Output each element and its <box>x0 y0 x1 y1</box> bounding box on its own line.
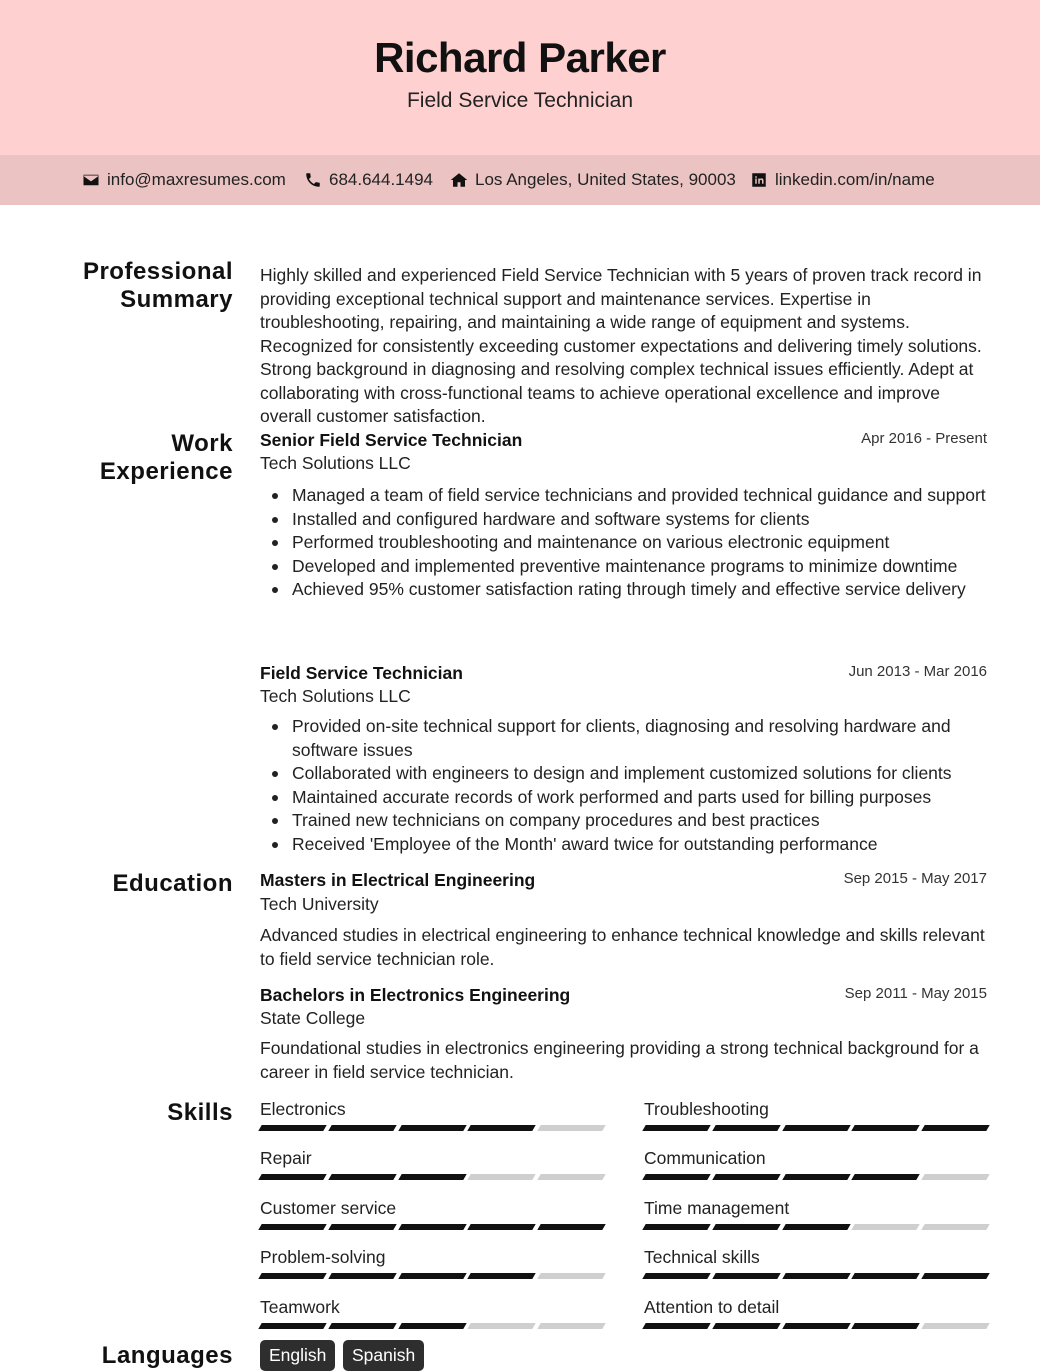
contact-linkedin[interactable] <box>750 169 935 191</box>
skill-level-bar <box>260 1323 604 1329</box>
skill-level-segment <box>398 1273 466 1279</box>
contact-email[interactable] <box>82 169 286 191</box>
skill-name: Teamwork <box>260 1297 340 1317</box>
skill-level-segment <box>642 1273 710 1279</box>
skill-name: Time management <box>644 1198 790 1218</box>
skill-item <box>260 1247 604 1292</box>
skill-level-segment <box>642 1323 710 1329</box>
skill-level-segment <box>258 1174 326 1180</box>
degree-school: Tech University <box>260 894 379 914</box>
degree-dates: Sep 2011 - May 2015 <box>844 985 987 1002</box>
contact-email-text: info@maxresumes.com <box>107 170 286 189</box>
skill-item <box>644 1198 988 1243</box>
job-title: Senior Field Service Technician <box>260 430 523 450</box>
summary-text: Highly skilled and experienced Field Service Technician with 5 years of proven track record in providing exceptional technical support and maintenance services. Expertise in troubleshooting, repairing, and maintaining a wide range of equipment and systems. Recognized for consistently exceeding customer expectations and delivering timely solutions. Strong background in diagnosing and resolving complex technical issues efficiently. Adept at collaborating with cross-functional teams to achieve operational excellence and improve overall customer satisfaction. <box>260 265 982 426</box>
degree-school: State College <box>260 1008 366 1028</box>
skill-level-segment <box>852 1273 920 1279</box>
list-item: Managed a team of field service technicians and provided technical guidance and support <box>260 484 988 508</box>
skill-level-segment <box>468 1224 536 1230</box>
skill-level-segment <box>712 1224 780 1230</box>
skill-level-segment <box>852 1125 920 1131</box>
language-badge: English <box>260 1340 335 1371</box>
skill-level-segment <box>328 1224 396 1230</box>
resume-header <box>0 0 1040 155</box>
skill-level-segment <box>712 1125 780 1131</box>
contact-phone-text: 684.644.1494 <box>329 170 433 189</box>
job-dates: Jun 2013 - Mar 2016 <box>848 663 987 680</box>
contact-bar <box>0 155 1040 205</box>
list-item: Installed and configured hardware and software systems for clients <box>260 508 988 532</box>
job-company: Tech Solutions LLC <box>260 453 411 473</box>
skill-level-segment <box>852 1224 920 1230</box>
skill-level-segment <box>258 1273 326 1279</box>
skill-name: Problem-solving <box>260 1247 386 1267</box>
skill-level-segment <box>642 1174 710 1180</box>
skill-item <box>260 1148 604 1193</box>
job-title: Field Service Technician <box>260 663 463 683</box>
skill-level-segment <box>921 1224 989 1230</box>
job-company: Tech Solutions LLC <box>260 686 411 706</box>
section-title-education: Education <box>112 870 233 897</box>
skill-level-segment <box>642 1125 710 1131</box>
list-item: Received 'Employee of the Month' award twice for outstanding performance <box>260 833 988 857</box>
skill-name: Communication <box>644 1148 766 1168</box>
skill-level-bar <box>644 1125 988 1131</box>
contact-location-text: Los Angeles, United States, 90003 <box>475 170 736 189</box>
skill-name: Troubleshooting <box>644 1099 769 1119</box>
skill-level-bar <box>260 1125 604 1131</box>
section-title-skills: Skills <box>167 1099 233 1126</box>
skill-level-segment <box>921 1273 989 1279</box>
skill-level-segment <box>852 1323 920 1329</box>
skill-level-segment <box>468 1125 536 1131</box>
skill-level-bar <box>644 1174 988 1180</box>
skill-item <box>644 1247 988 1292</box>
job-dates: Apr 2016 - Present <box>861 430 987 447</box>
language-badge: Spanish <box>343 1340 424 1371</box>
skill-level-segment <box>712 1273 780 1279</box>
candidate-title: Field Service Technician <box>406 89 634 112</box>
degree-dates: Sep 2015 - May 2017 <box>843 870 987 887</box>
job-bullets <box>260 484 988 602</box>
degree-description: Foundational studies in electronics engineering providing a strong technical background for a career in field service technician. <box>260 1038 979 1082</box>
linkedin-icon <box>750 171 768 189</box>
skill-level-segment <box>782 1224 850 1230</box>
skill-level-segment <box>921 1174 989 1180</box>
phone-icon <box>304 171 322 189</box>
list-item: Developed and implemented preventive maintenance programs to minimize downtime <box>260 555 988 579</box>
skill-level-segment <box>782 1174 850 1180</box>
skill-item <box>260 1198 604 1243</box>
list-item: Provided on-site technical support for clients, diagnosing and resolving hardware and software issues <box>260 715 988 762</box>
skill-level-segment <box>537 1224 605 1230</box>
skill-level-segment <box>468 1323 536 1329</box>
skill-level-bar <box>260 1224 604 1230</box>
skill-level-segment <box>258 1323 326 1329</box>
skill-level-segment <box>468 1273 536 1279</box>
skill-item <box>644 1148 988 1193</box>
skill-level-segment <box>537 1323 605 1329</box>
job-bullets <box>260 715 988 856</box>
list-item: Trained new technicians on company procedures and best practices <box>260 809 988 833</box>
skill-level-segment <box>258 1125 326 1131</box>
skill-name: Customer service <box>260 1198 397 1218</box>
list-item: Achieved 95% customer satisfaction rating through timely and effective service delivery <box>260 578 988 602</box>
contact-linkedin-text: linkedin.com/in/name <box>775 170 935 189</box>
contact-phone[interactable] <box>304 169 433 191</box>
skill-level-segment <box>468 1174 536 1180</box>
degree-title: Bachelors in Electronics Engineering <box>260 985 571 1005</box>
skill-level-segment <box>398 1323 466 1329</box>
skill-level-segment <box>258 1224 326 1230</box>
skill-item <box>644 1099 988 1144</box>
skill-level-segment <box>398 1125 466 1131</box>
skill-level-segment <box>921 1125 989 1131</box>
skill-level-segment <box>782 1323 850 1329</box>
skill-level-bar <box>644 1273 988 1279</box>
section-title-languages: Languages <box>101 1342 233 1369</box>
skill-level-segment <box>537 1273 605 1279</box>
section-title-experience: Work Experience <box>99 430 233 485</box>
list-item: Collaborated with engineers to design and implement customized solutions for clients <box>260 762 988 786</box>
skill-level-segment <box>328 1323 396 1329</box>
skill-level-segment <box>852 1174 920 1180</box>
skill-level-segment <box>712 1323 780 1329</box>
skill-level-segment <box>537 1125 605 1131</box>
skill-level-segment <box>398 1224 466 1230</box>
skill-level-segment <box>642 1224 710 1230</box>
degree-title: Masters in Electrical Engineering <box>260 870 536 890</box>
skill-level-segment <box>398 1174 466 1180</box>
skill-level-segment <box>328 1174 396 1180</box>
contact-location <box>450 169 736 191</box>
skill-level-segment <box>782 1125 850 1131</box>
envelope-icon <box>82 171 100 189</box>
skill-name: Electronics <box>260 1099 346 1119</box>
skill-level-bar <box>644 1323 988 1329</box>
skill-item <box>260 1297 604 1342</box>
skill-level-bar <box>260 1273 604 1279</box>
skill-name: Repair <box>260 1148 312 1168</box>
skill-level-segment <box>921 1323 989 1329</box>
list-item: Maintained accurate records of work performed and parts used for billing purposes <box>260 786 988 810</box>
skill-level-segment <box>782 1273 850 1279</box>
degree-description: Advanced studies in electrical engineering to enhance technical knowledge and skills relevant to field service technician role. <box>260 925 985 969</box>
skill-level-segment <box>328 1125 396 1131</box>
skill-item <box>260 1099 604 1144</box>
skill-level-segment <box>712 1174 780 1180</box>
skill-level-segment <box>328 1273 396 1279</box>
skill-level-bar <box>260 1174 604 1180</box>
skill-name: Technical skills <box>644 1247 760 1267</box>
list-item: Performed troubleshooting and maintenance on various electronic equipment <box>260 531 988 555</box>
section-title-summary: Professional Summary <box>82 258 233 313</box>
candidate-name: Richard Parker <box>374 34 666 81</box>
skill-level-segment <box>537 1174 605 1180</box>
skill-level-bar <box>644 1224 988 1230</box>
skill-item <box>644 1297 988 1342</box>
skill-name: Attention to detail <box>644 1297 780 1317</box>
home-icon <box>450 171 468 189</box>
